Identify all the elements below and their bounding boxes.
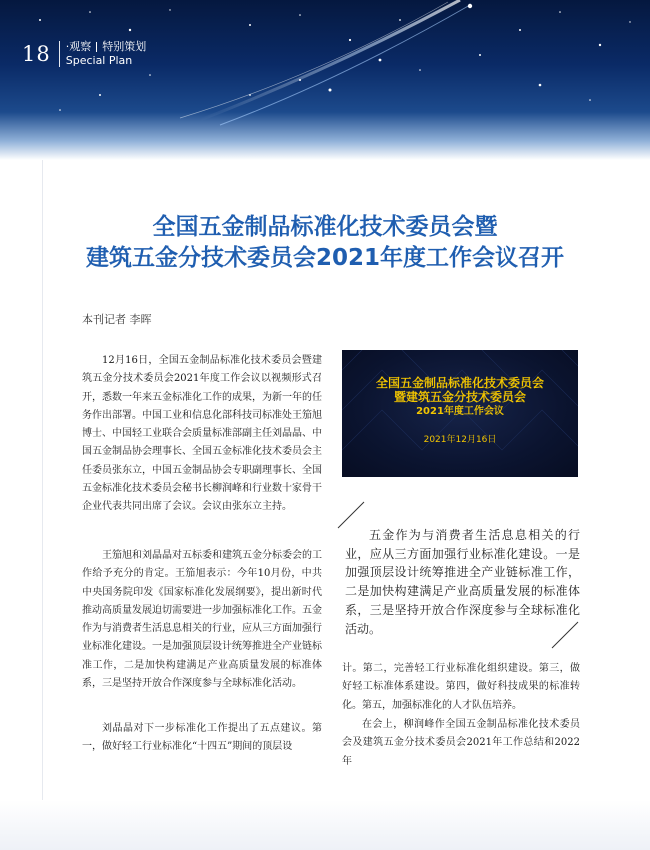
pull-quote-text: 五金作为与消费者生活息息相关的行业，应从三方面加强行业标准化建设。一是加强顶层设计统筹推进全产业链标准工作，二是加快构建满足产业高质量发展的标准体系，三是坚持开放合作深度参与全球标准化活动。 [345,528,580,636]
paragraph-text: 刘晶晶对下一步标准化工作提出了五点建议。第一，做好轻工行业标准化“十四五”期间的顶层设 [82,723,322,753]
article-title-line-1: 全国五金制品标准化技术委员会暨 [152,214,498,240]
paragraph-text: 计。第二，完善轻工行业标准化组织建设。第三，做好轻工标准体系建设。第四，做好科技成果的标准转化。第五，加强标准化的人才队伍培养。 [342,663,580,711]
slide-title-line-3: 2021年度工作会议 [416,406,504,417]
section-name-english: Special Plan [65,54,133,67]
header-divider [59,41,60,67]
paragraph-text: 12月16日，全国五金制品标准化技术委员会暨建筑五金分技术委员会2021年度工作会议以视频形式召开，悉数一年来五金标准化工作的成果，为新一年的任务作出部署。中国工业和信息化部科技司标准处王笳旭博士、中国轻工业联合会质量标准部副主任刘晶晶、中国五金制品协会理事长、全国五金标准化技术委员会主任委员张东立，中国五金制品协会专职副理事长、全国五金标准化技术委员会秘书长柳润峰和行业数十家骨干企业代表共同出席了会议。会议由张东立主持。 [82,355,322,513]
section-label [66,40,147,68]
quote-slash-bottom [550,620,580,650]
slide-title-line-1: 全国五金制品标准化技术委员会 [375,376,544,390]
pull-quote [345,526,580,638]
body-paragraph [342,716,580,771]
slide-date: 2021年12月16日 [423,435,497,445]
section-separator [96,42,97,52]
paragraph-text: 王笳旭和刘晶晶对五标委和建筑五金分标委会的工作给予充分的肯定。王笳旭表示：今年10月份，中共中央国务院印发《国家标准化发展纲要》，提出新时代推动高质量发展迫切需要进一步加强标准化工作。五金作为与消费者生活息息相关的行业，应从三方面加强行业标准化建设。一是加强顶层设计统筹推进全产业链标准工作，二是加快构建满足产业高质量发展的标准体系，三是坚持开放合作深度参与全球标准化活动。 [82,550,322,690]
starfield-banner [0,0,650,160]
page-number: 18 [22,42,51,66]
footer-band [0,800,650,850]
meeting-video-still [342,350,578,477]
byline: 本刊记者 李晖 [82,313,152,326]
body-paragraph [82,352,322,517]
body-paragraph [82,547,322,693]
body-paragraph [82,720,322,757]
slide-title-line-2: 暨建筑五金分技术委员会 [393,390,526,404]
body-paragraph [342,660,580,715]
starfield-art [0,0,650,160]
article-title-line-2: 建筑五金分技术委员会2021年度工作会议召开 [85,245,564,271]
paragraph-text: 在会上，柳润峰作全国五金制品标准化技术委员会及建筑五金分技术委员会2021年工作总结和2022年 [342,719,580,767]
subsection-name: 特别策划 [102,40,147,53]
page-header [22,40,146,68]
section-name: ·观察 [65,40,92,53]
